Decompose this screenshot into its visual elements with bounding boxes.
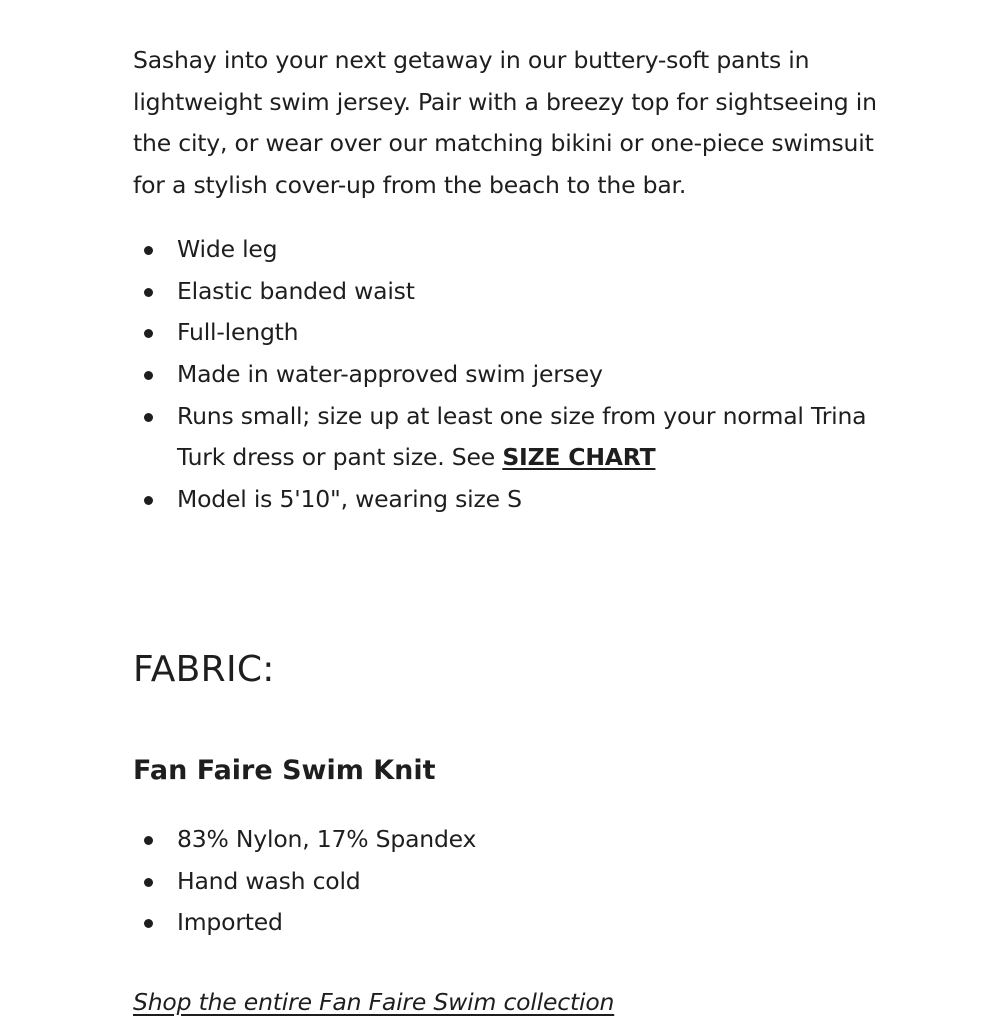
feature-text: Made in water-approved swim jersey (177, 359, 603, 388)
bullet-icon (144, 246, 153, 255)
bullet-icon (144, 878, 153, 887)
feature-text: Full-length (177, 318, 299, 347)
fabric-heading: FABRIC: (133, 649, 275, 690)
bullet-icon (144, 836, 153, 845)
bullet-icon (144, 919, 153, 928)
list-item (133, 229, 893, 271)
fabric-detail-text: Hand wash cold (177, 866, 361, 895)
list-item (133, 861, 476, 903)
sizing-text: Runs small; size up at least one size from your normal Trina Turk dress or pant size. See (177, 401, 867, 472)
feature-text: Elastic banded waist (177, 276, 415, 305)
bullet-icon (144, 496, 153, 505)
fabric-detail-text: Imported (177, 908, 283, 937)
size-chart-link[interactable]: SIZE CHART (502, 443, 656, 472)
list-item (133, 354, 893, 396)
bullet-icon (144, 329, 153, 338)
fabric-details-list (133, 819, 476, 944)
product-description (133, 40, 893, 1016)
model-info-text: Model is 5'10", wearing size S (177, 485, 522, 514)
feature-text: Wide leg (177, 234, 278, 263)
list-item (133, 312, 893, 354)
list-item (133, 396, 893, 479)
bullet-icon (144, 371, 153, 380)
fabric-detail-text: 83% Nylon, 17% Spandex (177, 825, 477, 853)
list-item (133, 819, 476, 861)
fabric-name: Fan Faire Swim Knit (133, 755, 436, 786)
list-item (133, 479, 893, 521)
intro-paragraph: Sashay into your next getaway in our buttery-soft pants in lightweight swim jersey. Pair with a breezy top for sightseeing in the city, or wear over our matching bikini or one-piece swimsuit for a stylish cover-up from the beach to the bar. (133, 46, 877, 200)
bullet-icon (144, 413, 153, 422)
shop-collection-link[interactable]: Shop the entire Fan Faire Swim collection (133, 988, 615, 1016)
feature-list (133, 229, 893, 521)
list-item (133, 271, 893, 313)
list-item (133, 902, 476, 944)
bullet-icon (144, 288, 153, 297)
